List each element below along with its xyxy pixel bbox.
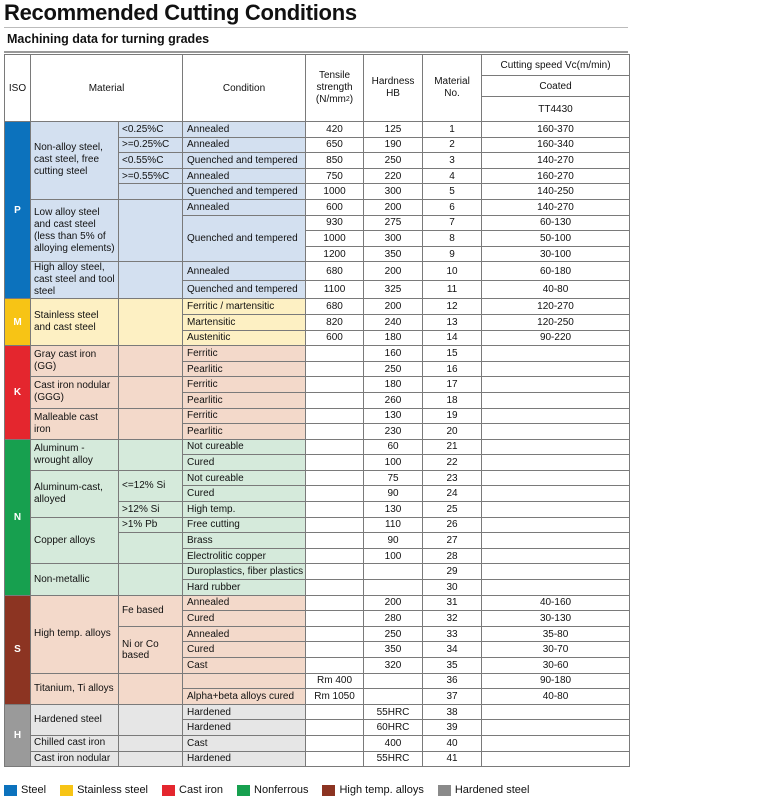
hardness-cell: 110 (364, 517, 423, 533)
condition-cell: Not cureable (183, 470, 306, 486)
tensile-cell: 1100 (306, 280, 364, 299)
title-divider (4, 27, 628, 28)
material-cell: Cast iron nodular (GGG) (31, 377, 119, 408)
material-no-cell: 6 (423, 199, 482, 215)
tensile-cell: 750 (306, 168, 364, 184)
material-no-cell: 31 (423, 595, 482, 611)
header-coated: Coated (482, 76, 630, 97)
cutting-speed-cell (482, 486, 630, 502)
legend-swatch (237, 785, 250, 796)
material-cell: Non-alloy steel, cast steel, free cutting steel (31, 122, 119, 200)
legend-label: Nonferrous (254, 784, 309, 796)
hardness-cell: 130 (364, 502, 423, 518)
cutting-speed-cell: 40-80 (482, 689, 630, 705)
tensile-cell (306, 377, 364, 393)
cutting-speed-cell: 140-270 (482, 153, 630, 169)
cutting-speed-cell: 120-270 (482, 299, 630, 315)
material-no-cell: 8 (423, 231, 482, 247)
material-cell: Titanium, Ti alloys (31, 673, 119, 704)
material-no-cell: 37 (423, 689, 482, 705)
material-cell: Aluminum - wrought alloy (31, 439, 119, 470)
legend-label: High temp. alloys (339, 784, 424, 796)
cutting-speed-cell (482, 439, 630, 455)
material-subtype-cell: >12% Si (119, 502, 183, 518)
condition-cell: Quenched and tempered (183, 215, 306, 262)
material-no-cell: 1 (423, 122, 482, 138)
material-no-cell: 29 (423, 564, 482, 580)
material-no-cell: 18 (423, 392, 482, 408)
condition-cell: Cast (183, 735, 306, 751)
material-no-cell: 30 (423, 580, 482, 596)
table-body (5, 122, 630, 767)
legend-swatch (162, 785, 175, 796)
table-row (5, 299, 630, 315)
hardness-cell: 55HRC (364, 704, 423, 720)
material-no-cell: 24 (423, 486, 482, 502)
tensile-cell (306, 626, 364, 642)
hardness-cell: 190 (364, 137, 423, 153)
material-no-cell: 20 (423, 424, 482, 440)
condition-cell: Annealed (183, 262, 306, 281)
tensile-cell (306, 595, 364, 611)
tensile-cell (306, 502, 364, 518)
iso-group-label: K (5, 346, 31, 440)
material-no-cell: 11 (423, 280, 482, 299)
hardness-cell: 350 (364, 246, 423, 262)
table-row (5, 346, 630, 362)
material-subtype-cell (119, 408, 183, 439)
material-no-cell: 15 (423, 346, 482, 362)
condition-cell: Hardened (183, 751, 306, 767)
material-subtype-cell (119, 346, 183, 377)
legend-label: Steel (21, 784, 47, 796)
cutting-speed-cell (482, 533, 630, 549)
hardness-cell: 230 (364, 424, 423, 440)
cutting-speed-cell: 160-270 (482, 168, 630, 184)
table-row (5, 439, 630, 455)
hardness-cell: 280 (364, 611, 423, 627)
hardness-cell: 90 (364, 533, 423, 549)
tensile-cell: 680 (306, 299, 364, 315)
condition-cell: Cast (183, 658, 306, 674)
tensile-cell: 600 (306, 330, 364, 346)
table-row (5, 199, 630, 215)
condition-cell: Ferritic (183, 346, 306, 362)
header-iso: ISO (5, 55, 31, 122)
material-no-cell: 34 (423, 642, 482, 658)
legend-item (60, 784, 148, 796)
cutting-speed-cell: 120-250 (482, 314, 630, 330)
table-row (5, 595, 630, 611)
cutting-speed-cell (482, 424, 630, 440)
cutting-speed-cell: 60-130 (482, 215, 630, 231)
material-no-cell: 32 (423, 611, 482, 627)
cutting-speed-cell (482, 735, 630, 751)
material-cell: Non-metallic (31, 564, 119, 595)
condition-cell: Pearlitic (183, 361, 306, 377)
condition-cell: Alpha+beta alloys cured (183, 689, 306, 705)
tensile-cell (306, 470, 364, 486)
cutting-speed-cell: 140-250 (482, 184, 630, 200)
tensile-cell: Rm 400 (306, 673, 364, 689)
condition-cell: Ferritic (183, 408, 306, 424)
hardness-cell: 220 (364, 168, 423, 184)
material-no-cell: 14 (423, 330, 482, 346)
condition-cell: Annealed (183, 626, 306, 642)
tensile-cell: 1000 (306, 184, 364, 200)
condition-cell: Annealed (183, 199, 306, 215)
material-no-cell: 17 (423, 377, 482, 393)
legend-item (322, 784, 423, 796)
condition-cell: Hardened (183, 704, 306, 720)
hardness-cell: 130 (364, 408, 423, 424)
material-cell: Chilled cast iron (31, 735, 119, 751)
cutting-speed-cell: 30-70 (482, 642, 630, 658)
cutting-speed-cell: 50-100 (482, 231, 630, 247)
legend-item (438, 784, 530, 796)
hardness-cell: 250 (364, 626, 423, 642)
material-no-cell: 25 (423, 502, 482, 518)
material-cell: Gray cast iron (GG) (31, 346, 119, 377)
cutting-speed-cell (482, 408, 630, 424)
material-subtype-cell: >1% Pb (119, 517, 183, 533)
cutting-speed-cell (482, 361, 630, 377)
material-subtype-cell: <=12% Si (119, 470, 183, 501)
hardness-cell: 180 (364, 330, 423, 346)
hardness-cell: 250 (364, 153, 423, 169)
cutting-speed-cell (482, 377, 630, 393)
table-row (5, 470, 630, 486)
material-no-cell: 2 (423, 137, 482, 153)
cutting-speed-cell (482, 502, 630, 518)
header-tensile-strength: Tensile strength $(N/mm^2)$ (306, 55, 364, 122)
table-row (5, 704, 630, 720)
material-no-cell: 5 (423, 184, 482, 200)
iso-group-label: P (5, 122, 31, 299)
material-no-cell: 13 (423, 314, 482, 330)
material-subtype-cell (119, 704, 183, 735)
condition-cell: High temp. (183, 502, 306, 518)
hardness-cell (364, 580, 423, 596)
tensile-cell: 820 (306, 314, 364, 330)
tensile-cell (306, 392, 364, 408)
legend-label: Cast iron (179, 784, 224, 796)
cutting-speed-cell (482, 580, 630, 596)
material-no-cell: 39 (423, 720, 482, 736)
material-subtype-cell (119, 533, 183, 564)
hardness-cell: 320 (364, 658, 423, 674)
tensile-cell (306, 455, 364, 471)
material-cell: Copper alloys (31, 517, 119, 564)
tensile-cell (306, 751, 364, 767)
condition-cell: Hard rubber (183, 580, 306, 596)
material-cell: Malleable cast iron (31, 408, 119, 439)
condition-cell: Cured (183, 642, 306, 658)
cutting-speed-cell (482, 564, 630, 580)
page-title: Recommended Cutting Conditions (4, 0, 357, 25)
material-cell: High temp. alloys (31, 595, 119, 673)
material-no-cell: 40 (423, 735, 482, 751)
material-no-cell: 3 (423, 153, 482, 169)
condition-cell: Ferritic (183, 377, 306, 393)
hardness-cell: 325 (364, 280, 423, 299)
condition-cell: Not cureable (183, 439, 306, 455)
tensile-cell (306, 408, 364, 424)
material-subtype-cell: Ni or Co based (119, 626, 183, 673)
legend-label: Hardened steel (454, 784, 530, 796)
tensile-cell (306, 346, 364, 362)
material-subtype-cell (119, 299, 183, 346)
table-row (5, 673, 630, 689)
cutting-speed-cell: 160-340 (482, 137, 630, 153)
condition-cell: Cured (183, 611, 306, 627)
cutting-speed-cell (482, 470, 630, 486)
material-no-cell: 27 (423, 533, 482, 549)
material-subtype-cell: <0.55%C (119, 153, 183, 169)
tensile-cell: Rm 1050 (306, 689, 364, 705)
cutting-speed-cell (482, 704, 630, 720)
material-no-cell: 4 (423, 168, 482, 184)
hardness-cell: 240 (364, 314, 423, 330)
material-subtype-cell (119, 262, 183, 299)
material-no-cell: 21 (423, 439, 482, 455)
hardness-cell: 75 (364, 470, 423, 486)
material-no-cell: 41 (423, 751, 482, 767)
table-row (5, 408, 630, 424)
iso-group-label: M (5, 299, 31, 346)
material-subtype-cell (119, 184, 183, 200)
hardness-cell: 100 (364, 455, 423, 471)
material-no-cell: 7 (423, 215, 482, 231)
material-subtype-cell (119, 439, 183, 470)
cutting-speed-cell (482, 517, 630, 533)
tensile-cell (306, 611, 364, 627)
material-subtype-cell: <0.25%C (119, 122, 183, 138)
tensile-cell (306, 424, 364, 440)
hardness-cell: 300 (364, 231, 423, 247)
header-material: Material (31, 55, 183, 122)
condition-cell: Annealed (183, 122, 306, 138)
condition-cell: Cured (183, 486, 306, 502)
cutting-conditions-table (4, 54, 630, 767)
condition-cell: Pearlitic (183, 424, 306, 440)
condition-cell: Hardened (183, 720, 306, 736)
material-no-cell: 16 (423, 361, 482, 377)
cutting-speed-cell (482, 751, 630, 767)
subtitle-divider (4, 51, 628, 53)
legend (4, 784, 543, 796)
page-subtitle: Machining data for turning grades (7, 32, 210, 46)
hardness-cell: 260 (364, 392, 423, 408)
hardness-cell (364, 673, 423, 689)
header-hardness: Hardness HB (364, 55, 423, 122)
hardness-cell: 200 (364, 199, 423, 215)
tensile-cell (306, 361, 364, 377)
table-row (5, 262, 630, 281)
material-no-cell: 23 (423, 470, 482, 486)
hardness-cell: 250 (364, 361, 423, 377)
material-subtype-cell: Fe based (119, 595, 183, 626)
material-no-cell: 33 (423, 626, 482, 642)
tensile-cell: 1000 (306, 231, 364, 247)
cutting-speed-cell: 35-80 (482, 626, 630, 642)
material-no-cell: 28 (423, 548, 482, 564)
hardness-cell: 60 (364, 439, 423, 455)
material-no-cell: 35 (423, 658, 482, 674)
cutting-speed-cell (482, 720, 630, 736)
tensile-cell (306, 642, 364, 658)
material-no-cell: 12 (423, 299, 482, 315)
legend-item (237, 784, 308, 796)
tensile-cell (306, 533, 364, 549)
condition-cell: Quenched and tempered (183, 153, 306, 169)
legend-item (4, 784, 46, 796)
material-subtype-cell (119, 377, 183, 408)
hardness-cell: 200 (364, 595, 423, 611)
tensile-cell (306, 580, 364, 596)
condition-cell: Cured (183, 455, 306, 471)
hardness-cell: 200 (364, 262, 423, 281)
table-row (5, 564, 630, 580)
material-no-cell: 36 (423, 673, 482, 689)
material-no-cell: 10 (423, 262, 482, 281)
legend-swatch (438, 785, 451, 796)
tensile-cell (306, 735, 364, 751)
tensile-cell: 650 (306, 137, 364, 153)
condition-cell: Free cutting (183, 517, 306, 533)
hardness-cell (364, 689, 423, 705)
cutting-speed-cell (482, 392, 630, 408)
hardness-cell: 90 (364, 486, 423, 502)
condition-cell: Annealed (183, 168, 306, 184)
condition-cell: Annealed (183, 137, 306, 153)
table-row (5, 735, 630, 751)
tensile-cell (306, 704, 364, 720)
tensile-cell: 850 (306, 153, 364, 169)
table-row (5, 751, 630, 767)
hardness-cell: 400 (364, 735, 423, 751)
hardness-cell: 300 (364, 184, 423, 200)
table-row (5, 122, 630, 138)
material-cell: Stainless steel and cast steel (31, 299, 119, 346)
legend-swatch (322, 785, 335, 796)
material-no-cell: 19 (423, 408, 482, 424)
table-header (5, 55, 630, 122)
condition-cell: Austenitic (183, 330, 306, 346)
cutting-speed-cell: 90-180 (482, 673, 630, 689)
cutting-speed-cell (482, 455, 630, 471)
tensile-cell (306, 486, 364, 502)
hardness-cell: 200 (364, 299, 423, 315)
condition-cell: Martensitic (183, 314, 306, 330)
tensile-cell: 600 (306, 199, 364, 215)
tensile-cell (306, 658, 364, 674)
cutting-speed-cell: 90-220 (482, 330, 630, 346)
hardness-cell: 160 (364, 346, 423, 362)
material-subtype-cell (119, 564, 183, 595)
material-cell: Low alloy steel and cast steel (less than 5% of alloying elements) (31, 199, 119, 261)
cutting-speed-cell (482, 548, 630, 564)
material-no-cell: 9 (423, 246, 482, 262)
condition-cell: Quenched and tempered (183, 184, 306, 200)
material-subtype-cell (119, 735, 183, 751)
material-cell: Hardened steel (31, 704, 119, 735)
hardness-cell: 350 (364, 642, 423, 658)
material-subtype-cell (119, 673, 183, 704)
iso-group-label: S (5, 595, 31, 704)
cutting-speed-cell: 160-370 (482, 122, 630, 138)
condition-cell: Annealed (183, 595, 306, 611)
tensile-cell: 1200 (306, 246, 364, 262)
cutting-speed-cell (482, 346, 630, 362)
tensile-cell: 420 (306, 122, 364, 138)
hardness-cell: 55HRC (364, 751, 423, 767)
material-subtype-cell (119, 751, 183, 767)
header-cutting-speed: Cutting speed Vc(m/min) (482, 55, 630, 76)
tensile-cell (306, 517, 364, 533)
condition-cell: Brass (183, 533, 306, 549)
cutting-speed-cell: 40-160 (482, 595, 630, 611)
cutting-speed-cell: 140-270 (482, 199, 630, 215)
tensile-cell (306, 720, 364, 736)
hardness-cell (364, 564, 423, 580)
tensile-cell (306, 548, 364, 564)
tensile-cell: 680 (306, 262, 364, 281)
tensile-cell (306, 564, 364, 580)
hardness-cell: 100 (364, 548, 423, 564)
table-row (5, 377, 630, 393)
tensile-cell (306, 439, 364, 455)
hardness-cell: 275 (364, 215, 423, 231)
cutting-speed-cell: 60-180 (482, 262, 630, 281)
cutting-speed-cell: 30-130 (482, 611, 630, 627)
cutting-speed-cell: 30-100 (482, 246, 630, 262)
material-subtype-cell (119, 199, 183, 261)
material-cell: Cast iron nodular (31, 751, 119, 767)
hardness-cell: 125 (364, 122, 423, 138)
hardness-cell: 60HRC (364, 720, 423, 736)
legend-label: Stainless steel (77, 784, 149, 796)
table-row (5, 517, 630, 533)
legend-item (162, 784, 223, 796)
material-no-cell: 26 (423, 517, 482, 533)
condition-cell: Electrolitic copper (183, 548, 306, 564)
iso-group-label: H (5, 704, 31, 766)
tensile-cell: 930 (306, 215, 364, 231)
hardness-cell: 180 (364, 377, 423, 393)
header-condition: Condition (183, 55, 306, 122)
condition-cell: Pearlitic (183, 392, 306, 408)
material-cell: High alloy steel, cast steel and tool steel (31, 262, 119, 299)
material-no-cell: 38 (423, 704, 482, 720)
legend-swatch (60, 785, 73, 796)
condition-cell: Ferritic / martensitic (183, 299, 306, 315)
condition-cell: Duroplastics, fiber plastics (183, 564, 306, 580)
material-subtype-cell: >=0.55%C (119, 168, 183, 184)
material-no-cell: 22 (423, 455, 482, 471)
legend-swatch (4, 785, 17, 796)
header-material-no: Material No. (423, 55, 482, 122)
iso-group-label: N (5, 439, 31, 595)
condition-cell: Quenched and tempered (183, 280, 306, 299)
condition-cell (183, 673, 306, 689)
material-cell: Aluminum-cast, alloyed (31, 470, 119, 517)
cutting-speed-cell: 30-60 (482, 658, 630, 674)
material-subtype-cell: >=0.25%C (119, 137, 183, 153)
cutting-speed-cell: 40-80 (482, 280, 630, 299)
header-grade: TT4430 (482, 97, 630, 122)
